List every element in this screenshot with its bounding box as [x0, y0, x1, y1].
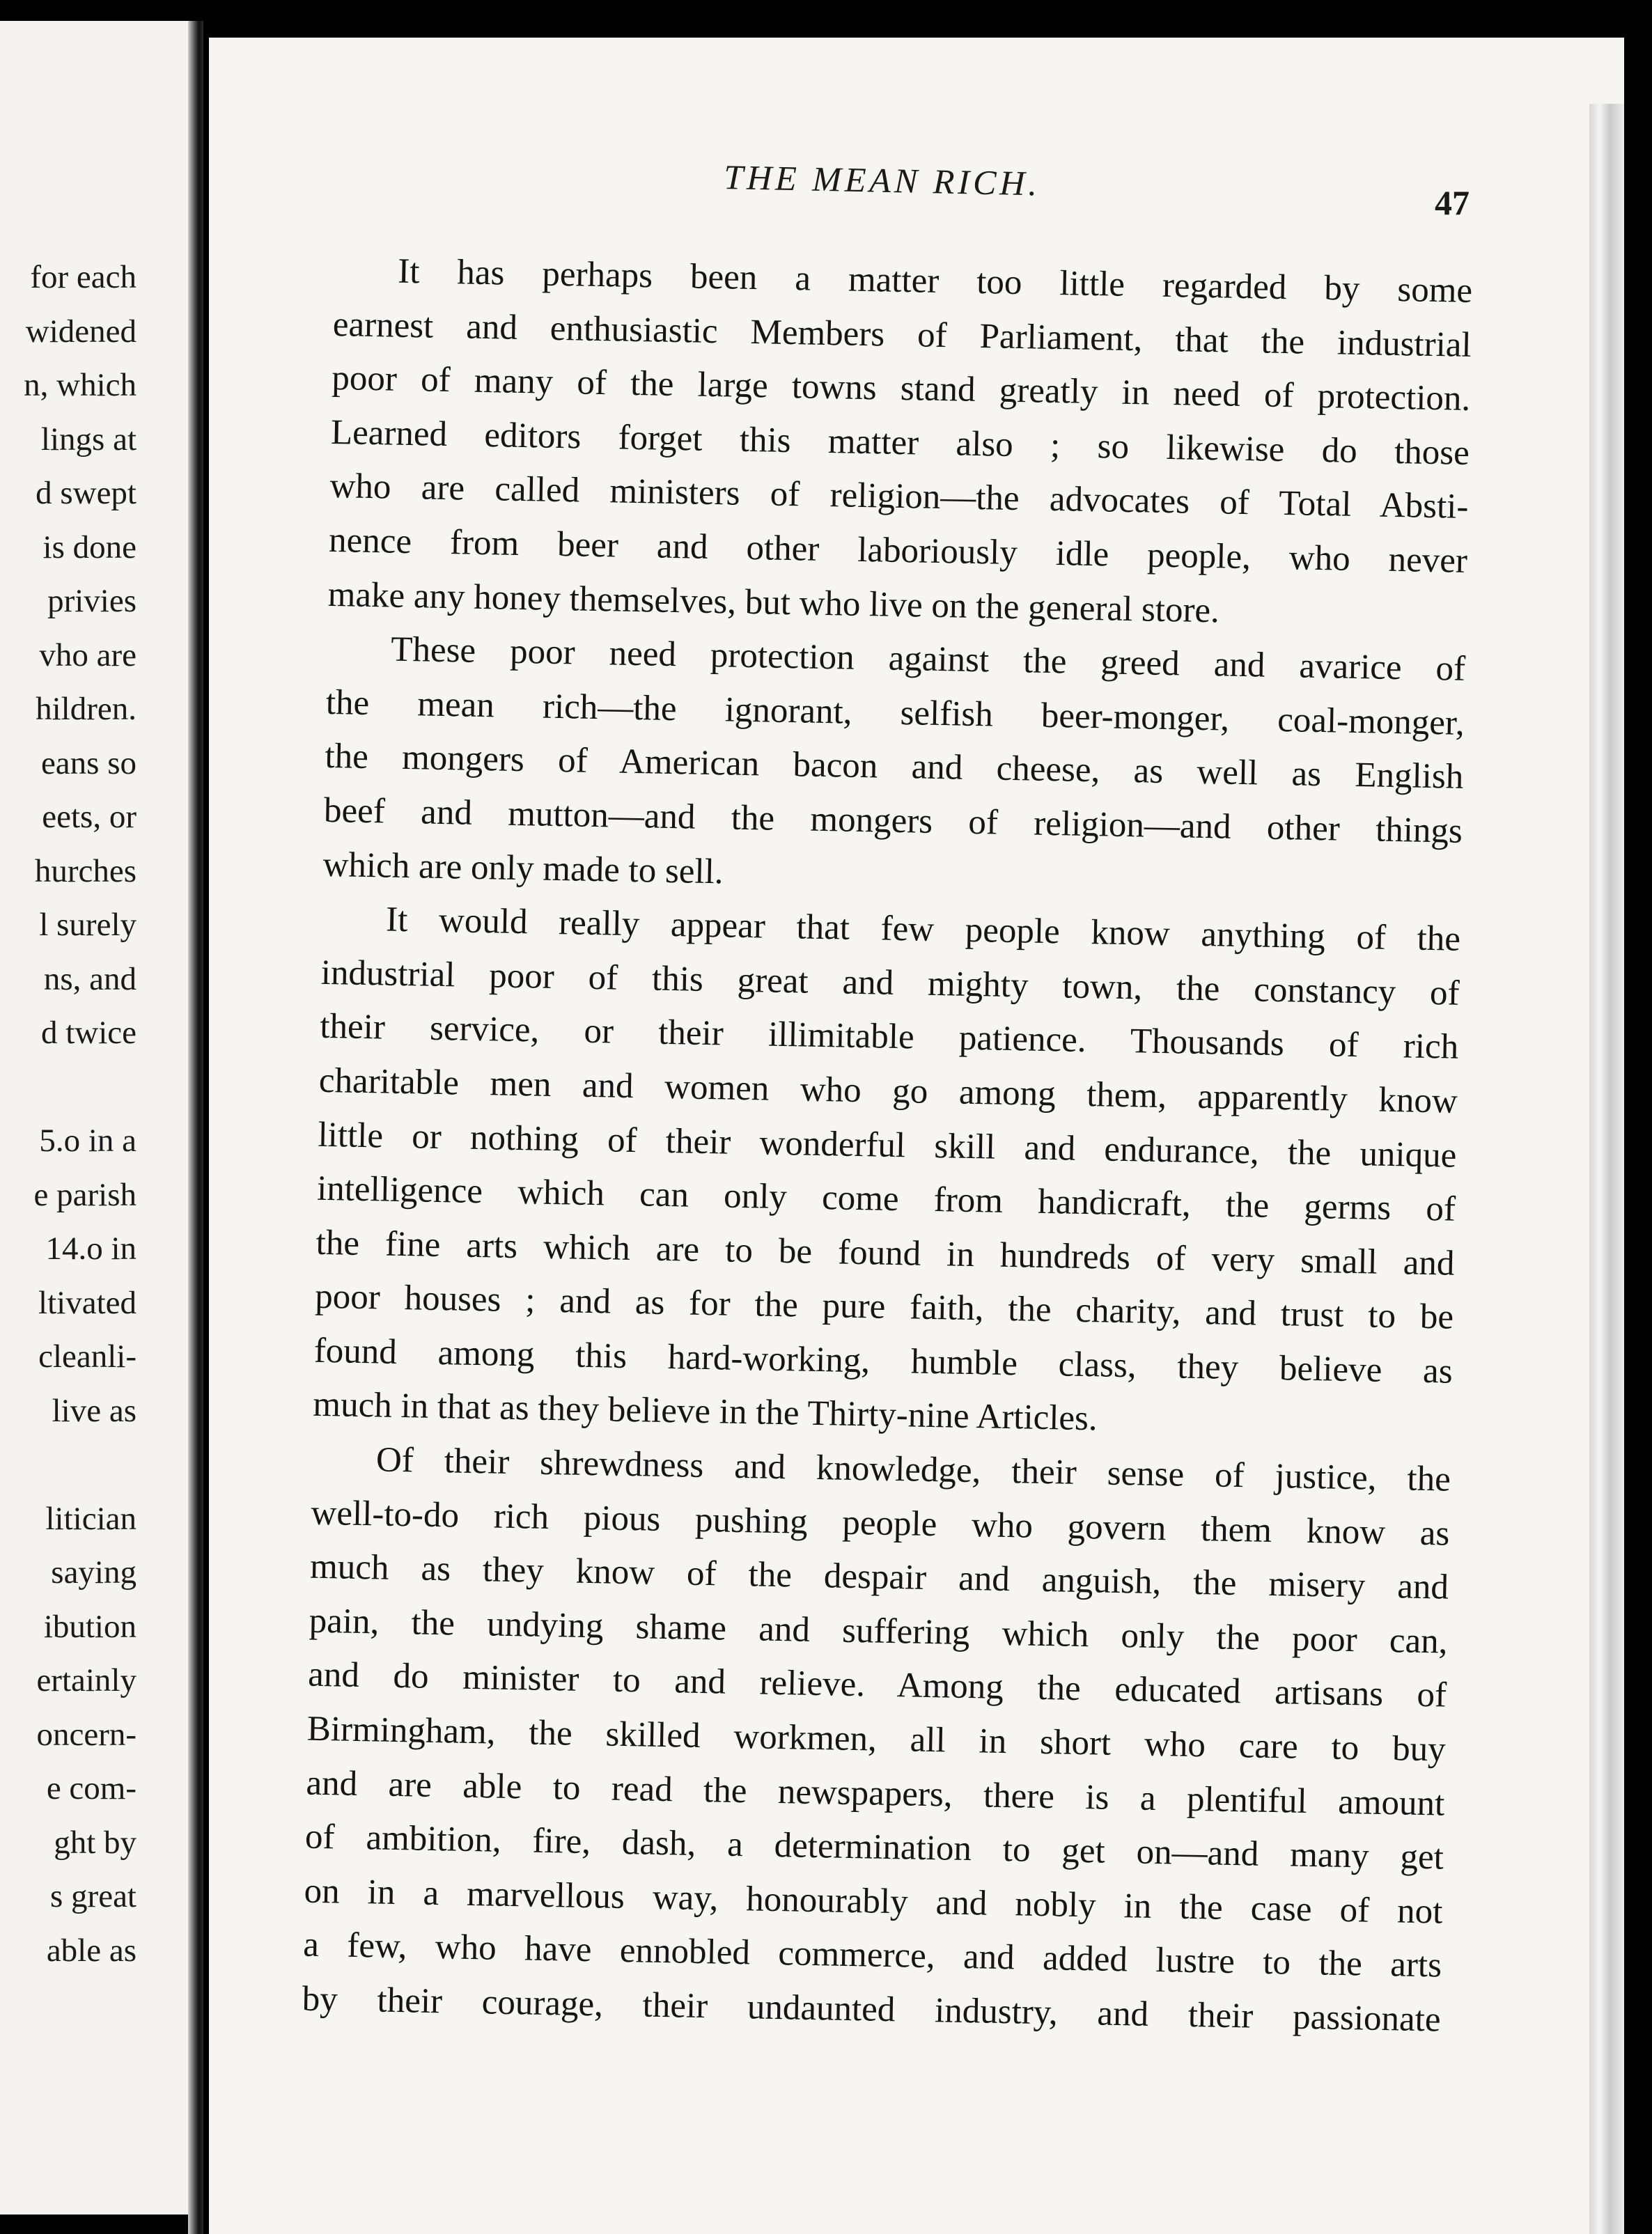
- left-page-line: hildren.: [36, 691, 137, 727]
- text-line: the mean rich—the ignorant, selfish beer-monger, coal-monger,: [325, 682, 1465, 743]
- text-line: intelligence which can only come from handicraft, the germs of: [316, 1169, 1456, 1229]
- paragraph: [313, 892, 1461, 1453]
- left-page-line: [24, 1438, 137, 1492]
- text-line: their service, or their illimitable patience. Thousands of rich: [319, 1007, 1459, 1068]
- paragraph: [322, 622, 1466, 913]
- left-page-line: n, which: [24, 367, 137, 403]
- left-page-line: saying: [51, 1554, 137, 1591]
- left-page-text-fragments: [24, 251, 137, 1978]
- text-line: Of their shrewdness and knowledge, their sense of justice, the: [375, 1440, 1451, 1499]
- paragraph: [302, 1432, 1451, 2047]
- left-page-line: ltivated: [38, 1284, 137, 1321]
- left-page-line: widened: [25, 313, 137, 350]
- text-line: nence from beer and other laboriously idle people, who never: [328, 520, 1468, 581]
- text-line: beef and mutton—and the mongers of religion—and other things: [323, 790, 1463, 851]
- left-page-line: ght by: [54, 1824, 137, 1861]
- left-page-line: eans so: [40, 744, 137, 781]
- text-line: the mongers of American bacon and cheese, as well as English: [324, 737, 1464, 797]
- left-page-line: lings at: [40, 421, 137, 458]
- text-line: earnest and enthusiastic Members of Parliament, that the industrial: [332, 304, 1472, 365]
- text-line: who are called ministers of religion—the advocates of Total Absti-: [329, 467, 1469, 527]
- left-page-line: ns, and: [43, 960, 137, 997]
- left-page-line: [24, 1061, 137, 1115]
- text-line: pain, the undying shame and suffering which only the poor can,: [309, 1601, 1448, 1662]
- text-line: Birmingham, the skilled workmen, all in short who care to buy: [306, 1709, 1447, 1770]
- left-page-line: d swept: [36, 475, 137, 511]
- left-page-line: litician: [45, 1500, 137, 1537]
- text-line: These poor need protection against the greed and avarice of: [390, 630, 1466, 689]
- left-page-line: e com-: [46, 1770, 137, 1806]
- text-line: and do minister to and relieve. Among the educated artisans of: [307, 1655, 1447, 1716]
- text-line: much as they know of the despair and anguish, the misery and: [309, 1547, 1449, 1607]
- text-line: poor of many of the large towns stand greatly in need of protection.: [331, 359, 1471, 419]
- left-page-line: vho are: [39, 636, 137, 673]
- body-text: [302, 244, 1473, 2047]
- left-page-line: ertainly: [36, 1662, 137, 1698]
- left-page-line: is done: [42, 529, 137, 565]
- left-page-line: live as: [52, 1392, 137, 1429]
- left-page-line: 14.o in: [45, 1231, 137, 1267]
- paragraph: [327, 244, 1473, 643]
- text-line: on in a marvellous way, honourably and nobly in the case of not: [304, 1871, 1443, 1932]
- running-head: THE MEAN RICH.: [723, 157, 1041, 203]
- left-page-line: d twice: [40, 1015, 137, 1051]
- left-page-line: able as: [46, 1932, 137, 1969]
- left-page-line: l surely: [39, 907, 137, 943]
- page-number: 47: [1435, 183, 1470, 222]
- text-line: Learned editors forget this matter also ; so likewise do those: [330, 412, 1470, 473]
- left-page-line: for each: [30, 259, 137, 295]
- text-line: charitable men and women who go among them, apparently know: [318, 1061, 1458, 1121]
- left-page-line: cleanli-: [38, 1338, 137, 1375]
- text-line: little or nothing of their wonderful skill and endurance, the unique: [318, 1115, 1457, 1175]
- left-page-line: e parish: [33, 1176, 137, 1213]
- text-line: make any honey themselves, but who live on the general store.: [327, 575, 1220, 630]
- text-line: It has perhaps been a matter too little regarded by some: [397, 251, 1473, 311]
- text-line: by their courage, their undaunted industry, and their passionate: [302, 1979, 1442, 2040]
- text-line: a few, who have ennobled commerce, and added lustre to the arts: [302, 1926, 1442, 1985]
- left-page-line: privies: [47, 583, 137, 619]
- text-line: which are only made to sell.: [322, 845, 724, 891]
- left-page-line: ibution: [43, 1608, 137, 1645]
- left-page-line: hurches: [34, 852, 137, 889]
- left-page: [0, 21, 188, 2215]
- text-line: well-to-do rich pious pushing people who govern them know as: [311, 1493, 1450, 1554]
- text-line: found among this hard-working, humble class, they believe as: [313, 1331, 1454, 1391]
- book-gutter: [188, 21, 203, 2234]
- text-line: poor houses ; and as for the pure faith, the charity, and trust to be: [314, 1277, 1454, 1337]
- text-line: the fine arts which are to be found in hundreds of very small and: [315, 1223, 1455, 1283]
- left-page-line: oncern-: [36, 1716, 137, 1753]
- text-line: industrial poor of this great and mighty town, the constancy of: [320, 953, 1460, 1013]
- text-line: It would really appear that few people know anything of the: [385, 900, 1461, 959]
- text-line: and are able to read the newspapers, there is a plentiful amount: [305, 1763, 1445, 1824]
- text-line: of ambition, fire, dash, a determination to get on—and many get: [304, 1817, 1444, 1877]
- text-line: much in that as they believe in the Thirty-nine Articles.: [312, 1385, 1098, 1439]
- left-page-line: 5.o in a: [39, 1123, 137, 1159]
- page-edge: [1589, 104, 1624, 2234]
- left-page-line: s great: [50, 1878, 137, 1914]
- left-page-line: eets, or: [42, 799, 137, 835]
